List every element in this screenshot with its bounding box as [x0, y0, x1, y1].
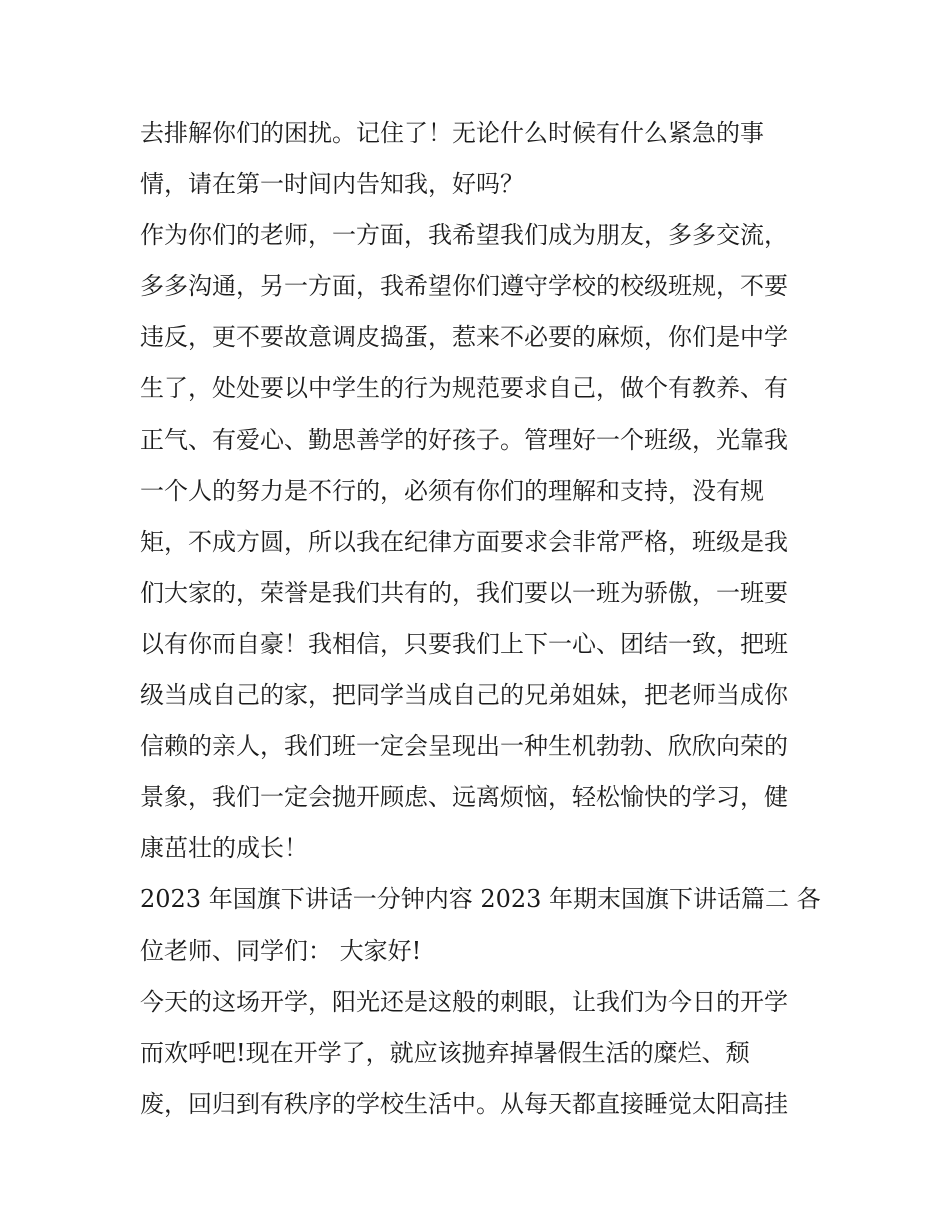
text-line: 信赖的亲人，我们班一定会呈现出一种生机勃勃、欣欣向荣的 — [140, 732, 788, 761]
text-line: 生了，处处要以中学生的行为规范要求自己，做个有教养、有 — [140, 374, 788, 403]
section-heading-line: 2023 年国旗下讲话一分钟内容 2023 年期末国旗下讲话篇二 各 — [140, 885, 821, 914]
text-line: 去排解你们的困扰。记住了！无论什么时候有什么紧急的事 — [140, 119, 764, 147]
text-line: 而欢呼吧!现在开学了，就应该抛弃掉暑假生活的糜烂、颓 — [140, 1038, 750, 1067]
text-line: 以有你而自豪！我相信，只要我们上下一心、团结一致，把班 — [140, 629, 788, 658]
text-line: 情，请在第一时间内告知我，好吗？ — [140, 170, 524, 199]
text-line: 多多沟通，另一方面，我希望你们遵守学校的校级班规，不要 — [140, 272, 788, 301]
text-line: 违反，更不要故意调皮捣蛋，惹来不必要的麻烦，你们是中学 — [140, 323, 788, 352]
text-line: 一个人的努力是不行的，必须有你们的理解和支持，没有规 — [140, 476, 764, 505]
text-line: 正气、有爱心、勤思善学的好孩子。管理好一个班级，光靠我 — [140, 425, 788, 454]
text-line: 级当成自己的家，把同学当成自己的兄弟姐妹，把老师当成你 — [140, 681, 788, 710]
text-line: 景象，我们一定会抛开顾虑、远离烦恼，轻松愉快的学习，健 — [140, 783, 788, 812]
text-line: 们大家的，荣誉是我们共有的，我们要以一班为骄傲，一班要 — [140, 578, 788, 607]
text-line: 今天的这场开学，阳光还是这般的刺眼，让我们为今日的开学 — [140, 987, 788, 1016]
greeting-line: 位老师、同学们： 大家好! — [140, 936, 422, 965]
document-body-text — [140, 108, 820, 1130]
text-line: 康茁壮的成长！ — [140, 834, 308, 863]
text-line: 作为你们的老师，一方面，我希望我们成为朋友，多多交流， — [140, 221, 788, 250]
text-line: 矩，不成方圆，所以我在纪律方面要求会非常严格，班级是我 — [140, 527, 788, 556]
text-line: 废，回归到有秩序的学校生活中。从每天都直接睡觉太阳高挂 — [140, 1089, 788, 1118]
